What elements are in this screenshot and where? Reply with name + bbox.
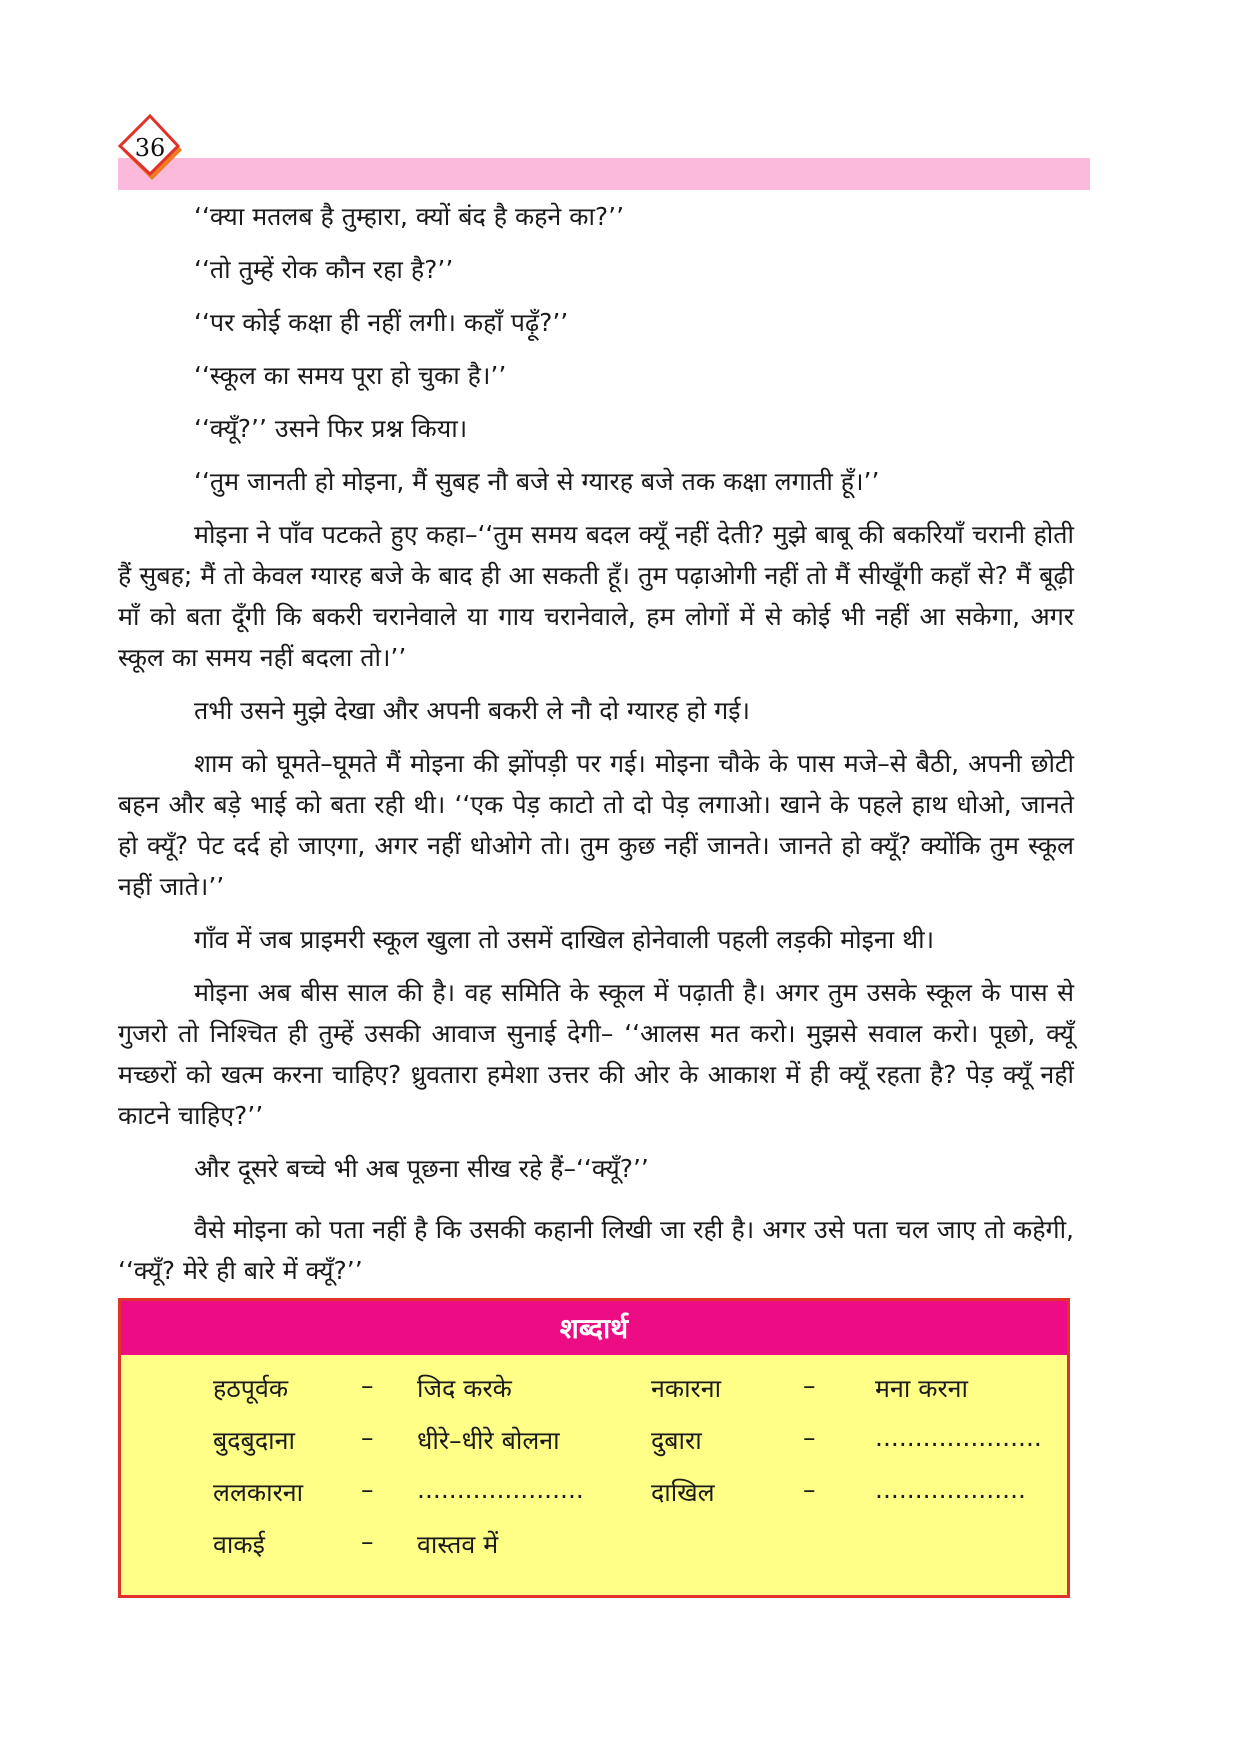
glossary-word: ललकारना (213, 1478, 304, 1507)
page-number: 36 (134, 134, 166, 162)
paragraph: और दूसरे बच्चे भी अब पूछना सीख रहे हैं–‘‘क्यूँ?’’ (194, 1154, 649, 1183)
paragraph: ‘‘पर कोई कक्षा ही नहीं लगी। कहाँ पढ़ूँ?’’ (194, 308, 569, 337)
glossary-row (121, 1527, 1067, 1567)
glossary-table (121, 1355, 1067, 1595)
glossary-word: हठपूर्वक (213, 1374, 289, 1403)
paragraph: तभी उसने मुझे देखा और अपनी बकरी ले नौ दो ग्यारह हो गई। (194, 696, 750, 725)
glossary-word: दुबारा (651, 1426, 702, 1455)
paragraph: ‘‘क्यूँ?’’ उसने फिर प्रश्न किया। (194, 414, 468, 443)
paragraph: वैसे मोइना को पता नहीं है कि उसकी कहानी लिखी जा रही है। अगर उसे पता चल जाए तो कहेगी, ‘‘क्यूँ? मेरे ही बारे में क्यूँ?’’ (118, 1215, 1074, 1285)
glossary-box (118, 1298, 1070, 1598)
paragraph: ‘‘तो तुम्हें रोक कौन रहा है?’’ (194, 255, 454, 284)
glossary-dash: – (803, 1423, 816, 1452)
glossary-meaning: वास्तव में (417, 1530, 499, 1559)
glossary-word: वाकई (213, 1530, 265, 1559)
glossary-meaning: ..................... (417, 1475, 584, 1504)
glossary-word: बुदबुदाना (213, 1426, 295, 1455)
paragraph: मोइना अब बीस साल की है। वह समिति के स्कूल में पढ़ाती है। अगर तुम उसके स्कूल के पास से गुजरो तो निश्चित ही तुम्हें उसकी आवाज सुनाई देगी– ‘‘आलस मत करो। मुझसे सवाल करो। पूछो, क्यूँ मच्छरों को खत्म करना चाहिए? ध्रुवतारा हमेशा उत्तर की ओर के आकाश में ही क्यूँ रहता है? पेड़ क्यूँ नहीं काटने चाहिए?’’ (118, 978, 1074, 1130)
glossary-word: नकारना (651, 1374, 722, 1403)
glossary-meaning: ................... (875, 1475, 1026, 1504)
glossary-dash: – (803, 1371, 816, 1400)
glossary-row (121, 1475, 1067, 1515)
header-band (118, 158, 1090, 190)
paragraph: ‘‘क्या मतलब है तुम्हारा, क्यों बंद है कहने का?’’ (194, 202, 625, 231)
glossary-dash: – (361, 1527, 374, 1556)
glossary-meaning: मना करना (875, 1374, 969, 1403)
glossary-dash: – (361, 1475, 374, 1504)
glossary-word: दाखिल (651, 1478, 715, 1507)
paragraph: गाँव में जब प्राइमरी स्कूल खुला तो उसमें दाखिल होनेवाली पहली लड़की मोइना थी। (194, 925, 935, 954)
glossary-meaning: जिद करके (417, 1374, 512, 1403)
paragraph: मोइना ने पाँव पटकते हुए कहा–‘‘तुम समय बदल क्यूँ नहीं देती? मुझे बाबू की बकरियाँ चरानी होती हैं सुबह; मैं तो केवल ग्यारह बजे के बाद ही आ सकती हूँ। तुम पढ़ाओगी नहीं तो मैं सीखूँगी कहाँ से? मैं बूढ़ी माँ को बता दूँगी कि बकरी चरानेवाले या गाय चरानेवाले, हम लोगों में से कोई भी नहीं आ सकेगा, अगर स्कूल का समय नहीं बदला तो।’’ (118, 520, 1074, 672)
page-number-badge (116, 114, 184, 182)
paragraph: शाम को घूमते–घूमते मैं मोइना की झोंपड़ी पर गई। मोइना चौके के पास मजे–से बैठी, अपनी छोटी बहन और बड़े भाई को बता रही थी। ‘‘एक पेड़ काटो तो दो पेड़ लगाओ। खाने के पहले हाथ धोओ, जानते हो क्यूँ? पेट दर्द हो जाएगा, अगर नहीं धोओगे तो। तुम कुछ नहीं जानते। जानते हो क्यूँ? क्योंकि तुम स्कूल नहीं जाते।’’ (118, 749, 1074, 901)
glossary-meaning: धीरे–धीरे बोलना (417, 1426, 560, 1455)
glossary-dash: – (361, 1423, 374, 1452)
story-text (118, 196, 1074, 1303)
glossary-row (121, 1423, 1067, 1463)
glossary-meaning: ..................... (875, 1423, 1042, 1452)
paragraph: ‘‘स्कूल का समय पूरा हो चुका है।’’ (194, 361, 507, 390)
paragraph: ‘‘तुम जानती हो मोइना, मैं सुबह नौ बजे से ग्यारह बजे तक कक्षा लगाती हूँ।’’ (194, 467, 880, 496)
glossary-title: शब्दार्थ (121, 1301, 1067, 1355)
glossary-dash: – (803, 1475, 816, 1504)
glossary-row (121, 1371, 1067, 1411)
glossary-dash: – (361, 1371, 374, 1400)
